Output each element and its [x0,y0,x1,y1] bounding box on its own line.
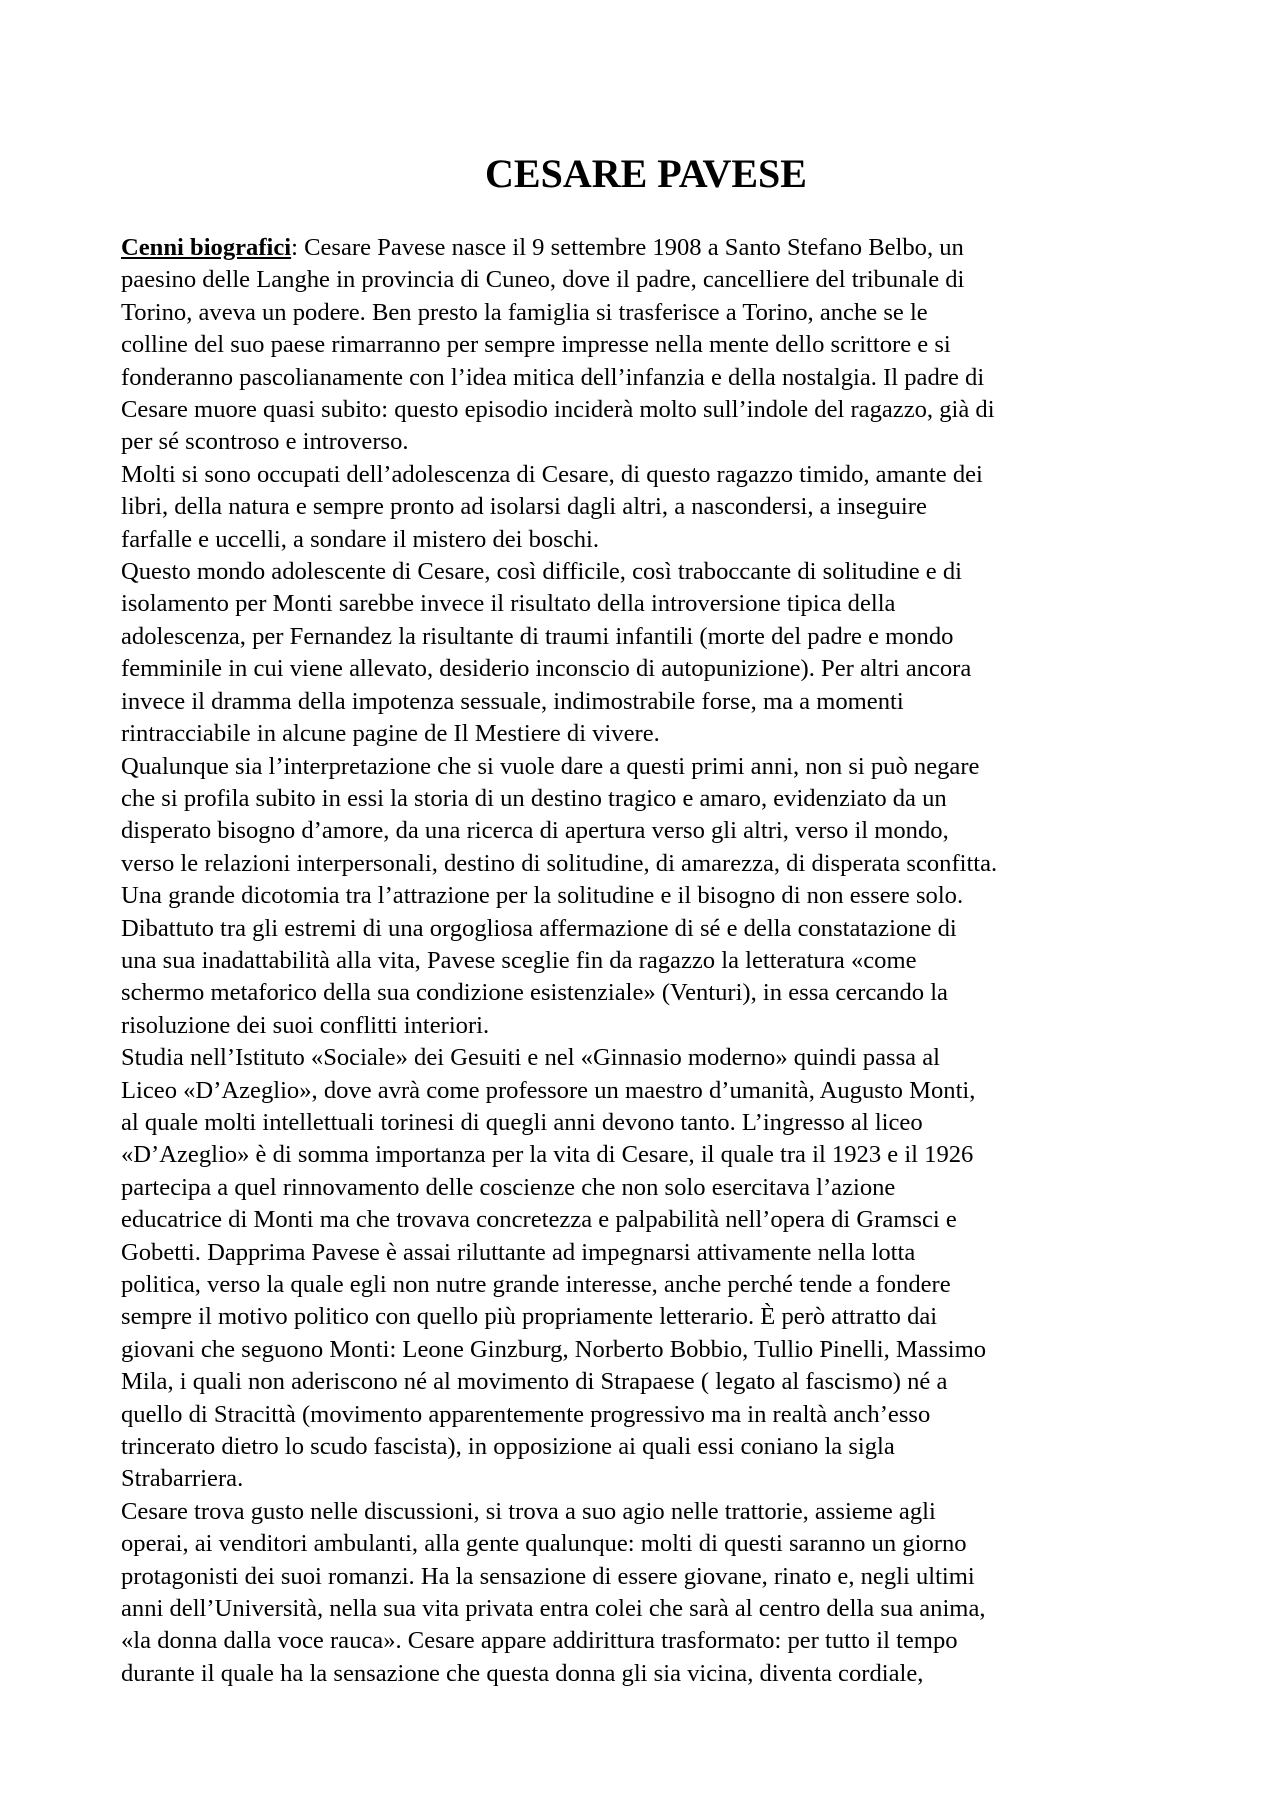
text-line: educatrice di Monti ma che trovava concretezza e palpabilità nell’opera di Gramsci e [121,1206,957,1234]
text-line: Molti si sono occupati dell’adolescenza di Cesare, di questo ragazzo timido, amante dei [121,460,983,488]
text-line: «D’Azeglio» è di somma importanza per la vita di Cesare, il quale tra il 1923 e il 1926 [121,1141,974,1169]
text-line: «la donna dalla voce rauca». Cesare appare addirittura trasformato: per tutto il tempo [121,1627,958,1655]
text-line: al quale molti intellettuali torinesi di quegli anni devono tanto. L’ingresso al liceo [121,1108,923,1136]
page-title: CESARE PAVESE [485,151,807,196]
text-line: risoluzione dei suoi conflitti interiori. [121,1011,490,1039]
text-line: invece il dramma della impotenza sessuale, indimostrabile forse, ma a momenti [121,687,904,715]
text-line: adolescenza, per Fernandez la risultante di traumi infantili (morte del padre e mondo [121,622,954,650]
text-line: protagonisti dei suoi romanzi. Ha la sensazione di essere giovane, rinato e, negli ultimi [121,1562,975,1590]
text-line-1-content: Cesare Pavese nasce il 9 settembre 1908 a Santo Stefano Belbo, un [297,234,964,261]
lead-separator: : [291,234,298,261]
text-line: femminile in cui viene allevato, desiderio inconscio di autopunizione). Per altri ancora [121,655,972,683]
text-line: verso le relazioni interpersonali, destino di solitudine, di amarezza, di disperata sconfitta. [121,849,998,877]
text-line: durante il quale ha la sensazione che questa donna gli sia vicina, diventa cordiale, [121,1659,924,1687]
text-line: una sua inadattabilità alla vita, Pavese sceglie fin da ragazzo la letteratura «come [121,946,917,974]
text-line: Gobetti. Dapprima Pavese è assai riluttante ad impegnarsi attivamente nella lotta [121,1238,916,1266]
text-line: per sé scontroso e introverso. [121,428,409,456]
text-line: Cesare muore quasi subito: questo episodio inciderà molto sull’indole del ragazzo, già di [121,396,995,424]
text-line: Strabarriera. [121,1465,244,1493]
text-line: quello di Stracittà (movimento apparentemente progressivo ma in realtà anch’esso [121,1400,931,1428]
text-line: Liceo «D’Azeglio», dove avrà come professore un maestro d’umanità, Augusto Monti, [121,1076,976,1104]
text-line: fonderanno pascolianamente con l’idea mitica dell’infanzia e della nostalgia. Il padre di [121,363,985,391]
text-line: disperato bisogno d’amore, da una ricerca di apertura verso gli altri, verso il mondo, [121,817,949,845]
text-line: anni dell’Università, nella sua vita privata entra colei che sarà al centro della sua anima, [121,1595,986,1623]
text-line: Mila, i quali non aderiscono né al movimento di Strapaese ( legato al fascismo) né a [121,1368,948,1396]
text-line: sempre il motivo politico con quello più propriamente letterario. È però attratto dai [121,1303,938,1331]
document-body [121,232,1171,1690]
text-line: operai, ai venditori ambulanti, alla gente qualunque: molti di questi saranno un giorno [121,1530,967,1558]
text-line: rintracciabile in alcune pagine de Il Mestiere di vivere. [121,720,660,748]
text-line-1 [121,232,1171,264]
text-line: colline del suo paese rimarranno per sempre impresse nella mente dello scrittore e si [121,331,951,359]
text-line: Una grande dicotomia tra l’attrazione per la solitudine e il bisogno di non essere solo. [121,882,964,910]
text-line: paesino delle Langhe in provincia di Cuneo, dove il padre, cancelliere del tribunale di [121,266,965,294]
text-line: Dibattuto tra gli estremi di una orgogliosa affermazione di sé e della constatazione di [121,914,957,942]
text-line: farfalle e uccelli, a sondare il mistero dei boschi. [121,525,600,553]
text-line: schermo metaforico della sua condizione esistenziale» (Venturi), in essa cercando la [121,979,948,1007]
text-line: Qualunque sia l’interpretazione che si vuole dare a questi primi anni, non si può negare [121,752,980,780]
text-line: politica, verso la quale egli non nutre grande interesse, anche perché tende a fondere [121,1271,951,1298]
text-line: Questo mondo adolescente di Cesare, così difficile, così traboccante di solitudine e di [121,558,962,586]
text-line: giovani che seguono Monti: Leone Ginzburg, Norberto Bobbio, Tullio Pinelli, Massimo [121,1335,987,1363]
text-line: Torino, aveva un podere. Ben presto la famiglia si trasferisce a Torino, anche se le [121,298,928,326]
text-line: Cesare trova gusto nelle discussioni, si trova a suo agio nelle trattorie, assieme agli [121,1497,936,1525]
text-line: Studia nell’Istituto «Sociale» dei Gesuiti e nel «Ginnasio moderno» quindi passa al [121,1044,940,1072]
lead-label: Cenni biografici [121,234,292,261]
text-line: che si profila subito in essi la storia di un destino tragico e amaro, evidenziato da un [121,784,947,812]
text-line: partecipa a quel rinnovamento delle coscienze che non solo esercitava l’azione [121,1173,896,1201]
document-page [121,0,1171,1811]
text-line: isolamento per Monti sarebbe invece il risultato della introversione tipica della [121,590,896,618]
text-line: libri, della natura e sempre pronto ad isolarsi dagli altri, a nascondersi, a inseguire [121,493,927,521]
text-line: trincerato dietro lo scudo fascista), in opposizione ai quali essi coniano la sigla [121,1433,895,1461]
